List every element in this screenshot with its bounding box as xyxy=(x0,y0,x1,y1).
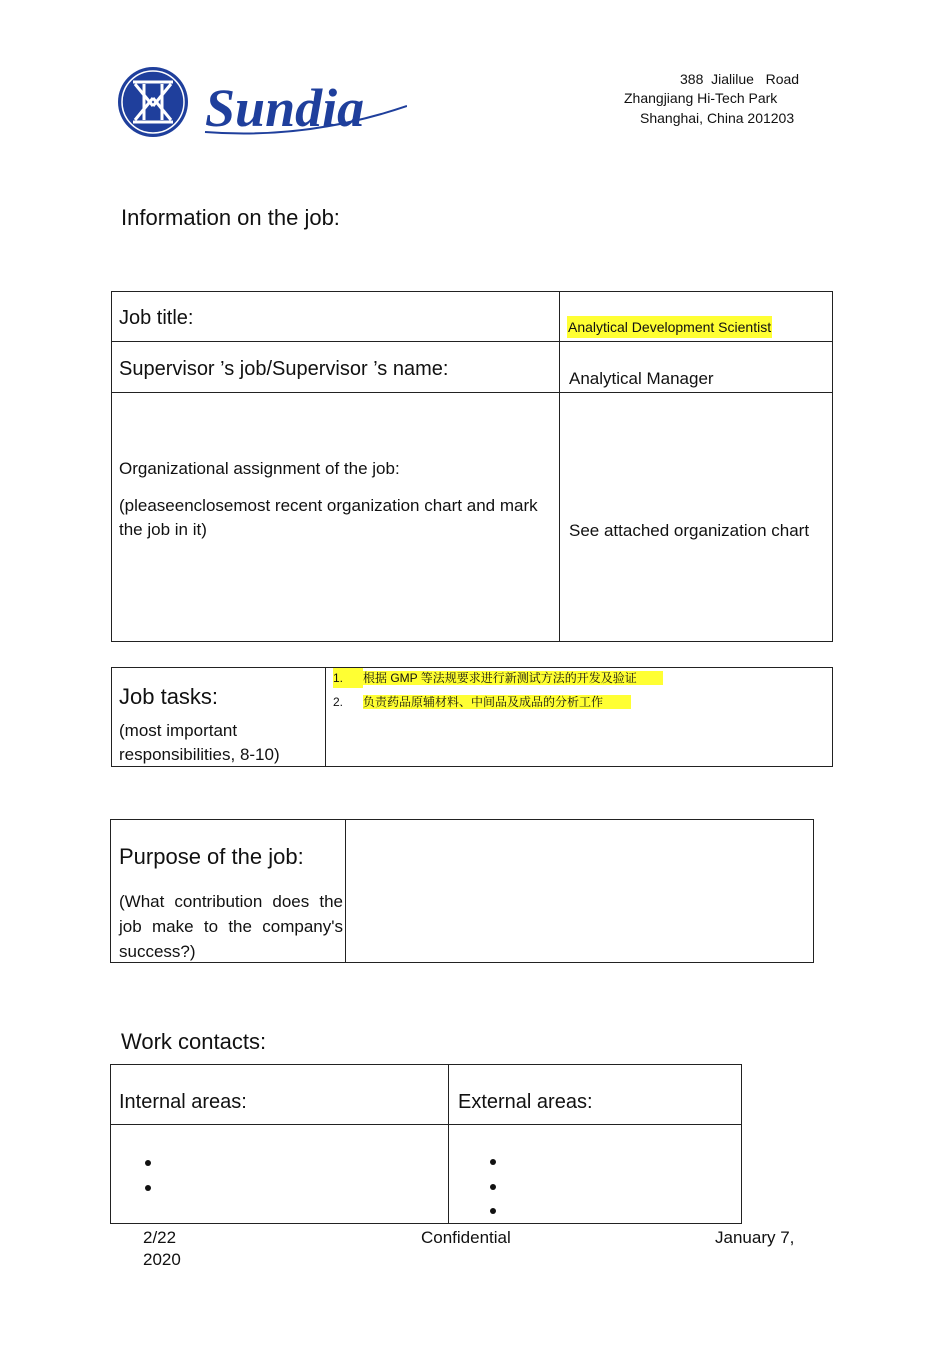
footer-confidential: Confidential xyxy=(421,1228,511,1247)
work-contacts-table xyxy=(110,1064,742,1224)
sundia-logo-mark xyxy=(117,66,407,140)
external-areas-label: External areas: xyxy=(458,1091,593,1113)
address-line-2: Zhangjiang Hi-Tech Park xyxy=(624,90,778,106)
table-divider xyxy=(448,1064,449,1224)
bullet-icon xyxy=(145,1160,151,1166)
job-tasks-note: (most important responsibilities, 8-10) xyxy=(119,721,280,764)
bullet-icon xyxy=(490,1159,496,1165)
purpose-note: (What contribution does the job make to the company's success?) xyxy=(119,892,343,961)
table-divider xyxy=(559,291,560,642)
task-item xyxy=(333,692,631,712)
address-line-1: 388 Jialilue Road xyxy=(680,71,800,87)
bullet-icon xyxy=(490,1184,496,1190)
info-section-title: Information on the job: xyxy=(121,205,340,230)
job-title-label: Job title: xyxy=(119,307,194,329)
task-number: 2. xyxy=(333,695,344,709)
address-line-3: Shanghai, China 201203 xyxy=(640,110,795,126)
bullet-icon xyxy=(145,1185,151,1191)
internal-areas-label: Internal areas: xyxy=(119,1091,247,1113)
purpose-label: Purpose of the job: xyxy=(119,844,304,869)
org-assignment-label: Organizational assignment of the job: xyxy=(119,459,400,478)
table-divider xyxy=(345,819,346,963)
supervisor-value: Analytical Manager xyxy=(569,369,714,388)
task-item xyxy=(333,668,663,688)
task-text: 负责药品原辅材料、中间品及成品的分析工作 xyxy=(363,695,631,709)
table-divider xyxy=(111,341,833,342)
company-logo xyxy=(117,66,407,140)
footer-page-number: 2/22 xyxy=(143,1228,177,1247)
job-title-value: Analytical Development Scientist xyxy=(567,316,772,338)
supervisor-label: Supervisor ’s job/Supervisor ’s name: xyxy=(119,358,449,380)
footer-date: January 7, xyxy=(715,1228,795,1247)
task-number: 1. xyxy=(333,668,363,688)
logo-wordmark: Sundia xyxy=(205,78,365,138)
org-assignment-value: See attached organization chart xyxy=(569,521,810,540)
table-divider xyxy=(325,667,326,767)
org-assignment-note: (pleaseenclosemost recent organization chart and mark the job in it) xyxy=(119,496,538,539)
work-contacts-title: Work contacts: xyxy=(121,1029,267,1054)
task-text: 根据 GMP 等法规要求进行新测试方法的开发及验证 xyxy=(363,671,663,685)
table-divider xyxy=(110,1124,742,1125)
footer-year: 2020 xyxy=(143,1250,181,1269)
bullet-icon xyxy=(490,1208,496,1214)
job-tasks-label: Job tasks: xyxy=(119,684,219,709)
table-divider xyxy=(111,392,833,393)
